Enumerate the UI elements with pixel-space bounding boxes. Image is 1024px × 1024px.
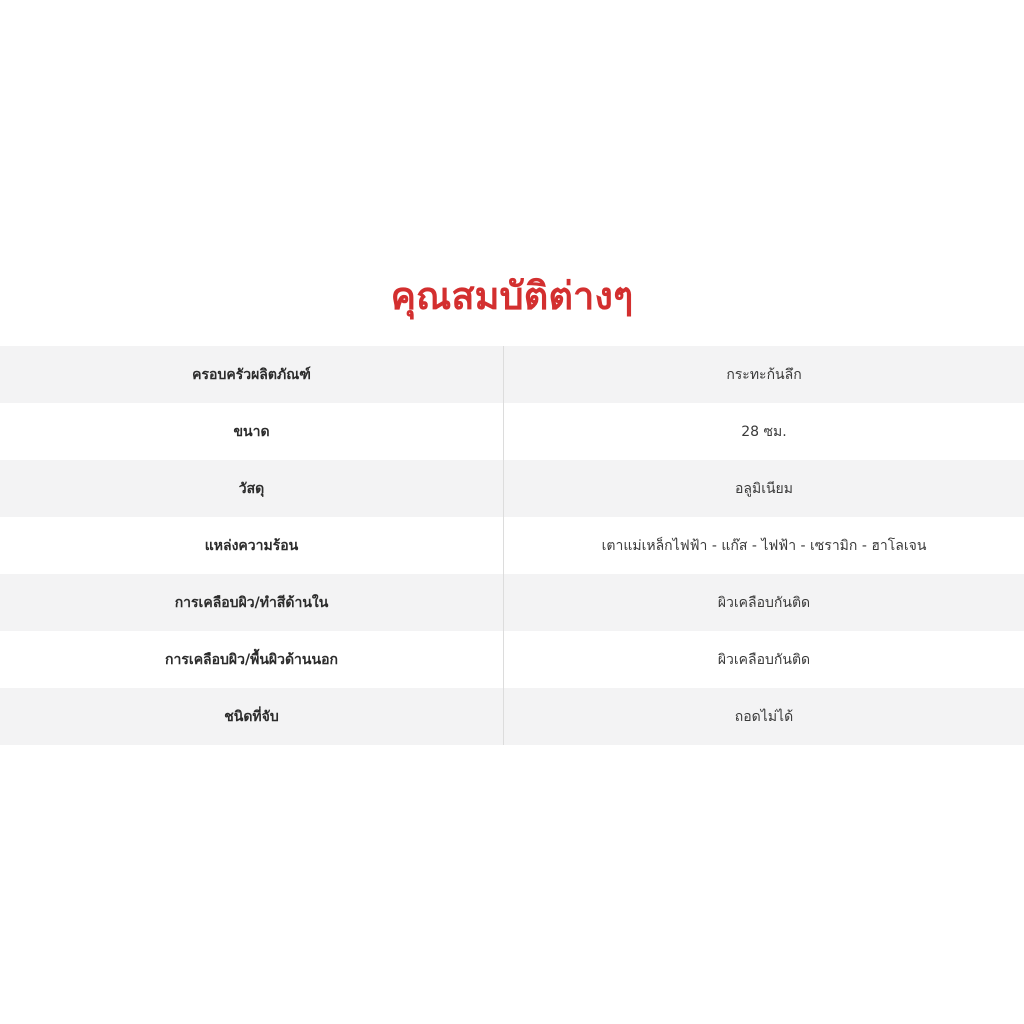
spec-row: [0, 403, 1024, 460]
spec-label: การเคลือบผิว/พื้นผิวด้านนอก: [0, 631, 504, 688]
spec-row: [0, 517, 1024, 574]
spec-label: ขนาด: [0, 403, 504, 460]
spec-row: [0, 631, 1024, 688]
section-title: คุณสมบัติต่างๆ: [390, 274, 634, 318]
spec-label: ชนิดที่จับ: [0, 688, 504, 745]
spec-value: เตาแม่เหล็กไฟฟ้า - แก๊ส - ไฟฟ้า - เซรามิก - ฮาโลเจน: [601, 537, 927, 554]
spec-value: ถอดไม่ได้: [734, 708, 794, 725]
spec-label: การเคลือบผิว/ทำสีด้านใน: [0, 574, 504, 631]
spec-table: [0, 346, 1024, 745]
spec-row: [0, 346, 1024, 403]
spec-row: [0, 460, 1024, 517]
spec-row: [0, 688, 1024, 745]
spec-label: วัสดุ: [0, 460, 504, 517]
spec-row: [0, 574, 1024, 631]
spec-value: ผิวเคลือบกันติด: [717, 594, 811, 611]
spec-value: อลูมิเนียม: [734, 480, 793, 497]
spec-value: ผิวเคลือบกันติด: [717, 651, 811, 668]
spec-value: 28 ซม.: [741, 423, 787, 440]
spec-label: แหล่งความร้อน: [0, 517, 504, 574]
spec-value: กระทะก้นลึก: [726, 366, 802, 383]
spec-label: ครอบครัวผลิตภัณฑ์: [0, 346, 504, 403]
